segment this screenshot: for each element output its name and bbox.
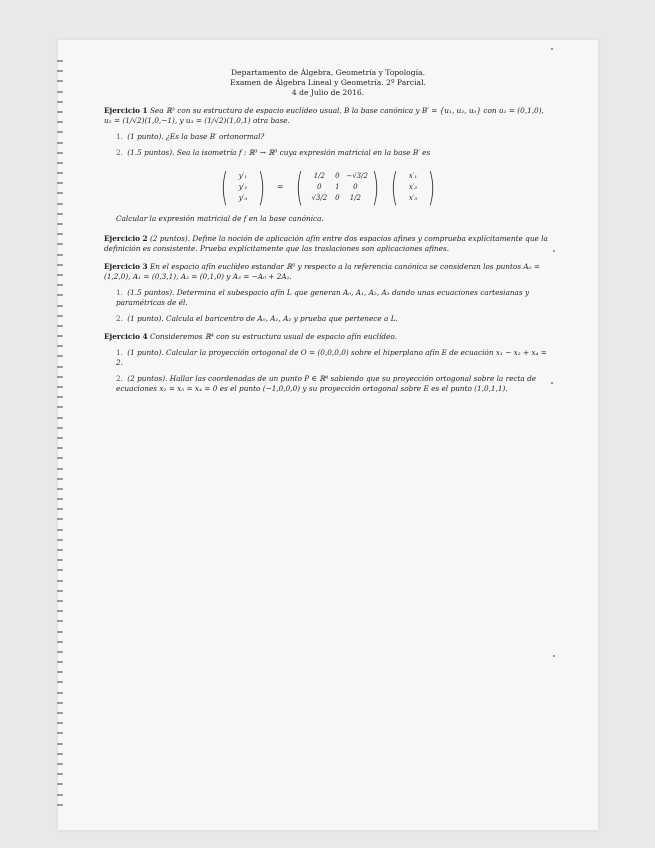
exercise-3-part-2: 2. (1 punto). Calcula el baricentro de A₀, A₁, A₂ y prueba que pertenece a L. — [116, 314, 398, 323]
spiral-ring — [57, 569, 63, 571]
spiral-ring — [57, 152, 63, 154]
spiral-ring — [57, 376, 63, 378]
spiral-ring — [57, 355, 63, 357]
exercise-3-title: Ejercicio 3 — [104, 262, 148, 271]
spiral-ring — [57, 427, 63, 429]
spiral-ring — [57, 366, 63, 368]
exercise-1-title: Ejercicio 1 — [104, 106, 148, 115]
spiral-ring — [57, 804, 63, 806]
spiral-ring — [57, 580, 63, 582]
spiral-ring — [57, 70, 63, 72]
spiral-ring — [57, 783, 63, 785]
spiral-ring — [57, 182, 63, 184]
spiral-ring — [57, 172, 63, 174]
spiral-ring — [57, 121, 63, 123]
exercise-3 — [104, 262, 552, 324]
handwritten-check-mark: 2. — [116, 374, 123, 383]
exercise-2-text: (2 puntos). Define la noción de aplicación afín entre dos espacios afines y comprueba explícitamente que la definición es consistente. Prueba explícitamente que las traslaciones son aplicaciones afines. — [104, 234, 548, 253]
spiral-ring — [57, 437, 63, 439]
spiral-ring — [57, 60, 63, 62]
spiral-ring — [57, 91, 63, 93]
exercise-2 — [104, 234, 552, 254]
exam-date-line: 4 de Julio de 2016. — [291, 88, 365, 97]
spiral-ring — [57, 590, 63, 592]
spiral-ring — [57, 213, 63, 215]
spiral-ring — [57, 142, 63, 144]
exercise-4-part-2: 2. (2 puntos). Hallar las coordenadas de un punto P ∈ ℝ⁴ sabiendo que su proyección ortogonal sobre la recta de ecuaciones x₂ = x₃ = x₄ = 0 es el punto (−1,0,0,0) y su proyección ortogonal sobre E es el punto (1,0,1,1). — [116, 374, 537, 393]
spiral-ring — [57, 529, 63, 531]
exercise-1-intro: Sea ℝ³ con su estructura de espacio euclídeo usual, B la base canónica y B′ = {u₁, u₂, u₃} con u₁ = (0,1,0), u₂ = (1/√2)(1,0,−1), y u₃ = (1/√2)(1,0,1) otra base. — [104, 106, 544, 125]
spiral-ring — [57, 335, 63, 337]
spiral-ring — [57, 386, 63, 388]
handwritten-check-mark: 1. — [116, 348, 123, 357]
spiral-binding — [55, 60, 67, 820]
spiral-ring — [57, 101, 63, 103]
spiral-ring — [57, 722, 63, 724]
spiral-ring — [57, 712, 63, 714]
spiral-ring — [57, 233, 63, 235]
spiral-ring — [57, 447, 63, 449]
spiral-ring — [57, 111, 63, 113]
spiral-ring — [57, 264, 63, 266]
exercise-1-part-2: 2. (1.5 puntos). Sea la isometría f : ℝ³ → ℝ³ cuya expresión matricial en la base B′ es — [116, 148, 431, 157]
spiral-ring — [57, 743, 63, 745]
spiral-ring — [57, 468, 63, 470]
speck — [553, 655, 555, 657]
exercise-4-intro: Consideremos ℝ⁴ con su estructura usual de espacio afín euclídeo. — [149, 332, 397, 341]
spiral-ring — [57, 131, 63, 133]
spiral-ring — [57, 681, 63, 683]
rhs-vector: x′₁ x′₂ x′₃ — [408, 171, 418, 202]
spiral-ring — [57, 702, 63, 704]
isometry-matrix: 1/2 0 −√3/2 0 1 0 √3/2 0 1/2 — [311, 171, 368, 202]
spiral-ring — [57, 284, 63, 286]
speck — [551, 48, 553, 50]
spiral-ring — [57, 345, 63, 347]
spiral-ring — [57, 671, 63, 673]
spiral-ring — [57, 539, 63, 541]
spiral-ring — [57, 325, 63, 327]
spiral-ring — [57, 203, 63, 205]
spiral-ring — [57, 488, 63, 490]
spiral-ring — [57, 518, 63, 520]
lhs-vector: y′₁ y′₂ y′₃ — [238, 171, 248, 202]
exam-content — [104, 68, 552, 394]
spiral-ring — [57, 661, 63, 663]
exercise-3-part-1: 1. (1.5 puntos). Determina el subespacio afín L que generan A₀, A₁, A₂, A₃ dando unas ecuaciones cartesianas y paramétricas de él. — [116, 288, 530, 307]
exam-title-line: Examen de Álgebra Lineal y Geometría. 2º Parcial. — [230, 78, 426, 87]
exam-header — [104, 68, 552, 98]
spiral-ring — [57, 773, 63, 775]
spiral-ring — [57, 243, 63, 245]
spiral-ring — [57, 478, 63, 480]
spiral-ring — [57, 498, 63, 500]
handwritten-check-mark: 2. — [116, 314, 123, 323]
exercise-3-intro: En el espacio afín euclídeo estandar ℝ³ y respecto a la referencia canónica se consideran los puntos A₀ = (1,2,0), A₁ = (0,3,1), A₂ = (0,1,0) y A₃ = −A₀ + 2A₁. — [104, 262, 541, 281]
spiral-ring — [57, 508, 63, 510]
spiral-ring — [57, 732, 63, 734]
spiral-ring — [57, 600, 63, 602]
spiral-ring — [57, 753, 63, 755]
spiral-ring — [57, 396, 63, 398]
spiral-ring — [57, 162, 63, 164]
spiral-ring — [57, 305, 63, 307]
handwritten-check-mark: 1. — [116, 288, 123, 297]
exercise-4-title: Ejercicio 4 — [104, 332, 148, 341]
spiral-ring — [57, 794, 63, 796]
spiral-ring — [57, 763, 63, 765]
spiral-ring — [57, 406, 63, 408]
spiral-ring — [57, 457, 63, 459]
spiral-ring — [57, 223, 63, 225]
spiral-ring — [57, 641, 63, 643]
spiral-ring — [57, 620, 63, 622]
handwritten-check-mark: 2. — [116, 148, 123, 157]
spiral-ring — [57, 631, 63, 633]
exercise-1 — [104, 106, 552, 224]
spiral-ring — [57, 651, 63, 653]
spiral-ring — [57, 315, 63, 317]
handwritten-check-mark: 1. — [116, 132, 123, 141]
spiral-ring — [57, 549, 63, 551]
speck — [553, 250, 555, 252]
exercise-4-part-1: 1. (1 punto). Calcular la proyección ortogonal de O = (0,0,0,0) sobre el hiperplano afín E de ecuación x₁ − x₂ + x₄ = 2. — [116, 348, 547, 367]
exercise-1-part-1: 1. (1 punto). ¿Es la base B′ ortonormal? — [116, 132, 265, 141]
spiral-ring — [57, 559, 63, 561]
spiral-ring — [57, 254, 63, 256]
matrix-equation: ( y′₁ y′₂ y′₃ ) = ( 1/2 0 −√3/2 0 1 0 √3/2 0 1/2 ) ( x′₁ x′₂ x′₃ ) — [220, 165, 436, 209]
exercise-4 — [104, 332, 552, 394]
spiral-ring — [57, 610, 63, 612]
exercise-1-closing: Calcular la expresión matricial de f en la base canónica. — [116, 214, 324, 223]
exercise-2-title: Ejercicio 2 — [104, 234, 148, 243]
department-line: Departamento de Álgebra, Geometría y Topología. — [231, 68, 425, 77]
spiral-ring — [57, 274, 63, 276]
spiral-ring — [57, 80, 63, 82]
spiral-ring — [57, 294, 63, 296]
spiral-ring — [57, 192, 63, 194]
spiral-ring — [57, 692, 63, 694]
spiral-ring — [57, 417, 63, 419]
